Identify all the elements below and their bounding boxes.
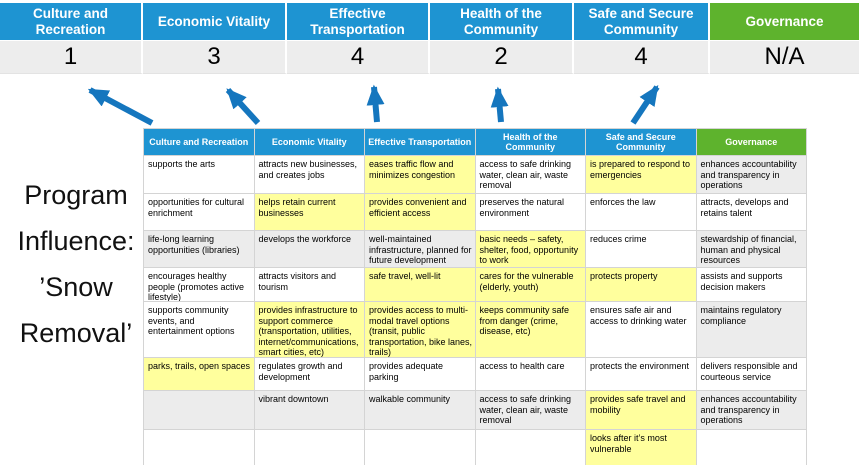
matrix-header-1: Culture and Recreation: [144, 129, 254, 155]
score-governance: N/A: [710, 41, 859, 74]
matrix-cell-r6-c5: protects the environment: [586, 358, 696, 390]
matrix-cell-r6-c1: parks, trails, open spaces: [144, 358, 254, 390]
matrix-cell-r1-c3: eases traffic flow and minimizes congestion: [365, 156, 475, 193]
up-arrow-icon-3: [374, 87, 377, 122]
matrix-header-5: Safe and Secure Community: [586, 129, 696, 155]
matrix-cell-r5-c4: keeps community safe from danger (crime, disease, etc): [476, 302, 586, 357]
matrix-cell-r6-c4: access to health care: [476, 358, 586, 390]
matrix-cell-r1-c5: is prepared to respond to emergencies: [586, 156, 696, 193]
matrix-cell-r6-c3: provides adequate parking: [365, 358, 475, 390]
matrix-cell-r2-c2: helps retain current businesses: [255, 194, 365, 230]
matrix-cell-r2-c5: enforces the law: [586, 194, 696, 230]
matrix-cell-r4-c2: attracts visitors and tourism: [255, 268, 365, 301]
matrix-cell-r7-c3: walkable community: [365, 391, 475, 429]
score-effective-transportation: 4: [287, 41, 430, 74]
matrix-cell-r2-c1: opportunities for cultural enrichment: [144, 194, 254, 230]
matrix-cell-r3-c5: reduces crime: [586, 231, 696, 267]
matrix-cell-r7-c1: [144, 391, 254, 429]
priority-header-row: [0, 3, 859, 40]
priority-header-economic-vitality: Economic Vitality: [143, 3, 287, 40]
up-arrow-icon-1: [90, 90, 152, 123]
matrix-header-2: Economic Vitality: [255, 129, 365, 155]
matrix-cell-r4-c3: safe travel, well-lit: [365, 268, 475, 301]
matrix-cell-r3-c3: well-maintained infrastructure, planned for future development: [365, 231, 475, 267]
score-safe-and-secure-community: 4: [574, 41, 710, 74]
matrix-header-6: Governance: [697, 129, 807, 155]
program-label-line-4: Removal’: [19, 318, 133, 348]
matrix-cell-r1-c4: access to safe drinking water, clean air, waste removal: [476, 156, 586, 193]
matrix-cell-r3-c2: develops the workforce: [255, 231, 365, 267]
priority-header-health-of-the-community: Health of the Community: [430, 3, 574, 40]
matrix-cell-r4-c6: assists and supports decision makers: [697, 268, 807, 301]
matrix-cell-r2-c4: preserves the natural environment: [476, 194, 586, 230]
score-economic-vitality: 3: [143, 41, 287, 74]
program-label-line-3: ’Snow: [39, 272, 113, 302]
up-arrow-icon-5: [633, 87, 657, 123]
matrix-cell-r8-c3: [365, 430, 475, 465]
score-health-of-the-community: 2: [430, 41, 574, 74]
matrix-cell-r1-c1: supports the arts: [144, 156, 254, 193]
matrix-cell-r1-c6: enhances accountability and transparency in operations: [697, 156, 807, 193]
matrix-cell-r4-c4: cares for the vulnerable (elderly, youth): [476, 268, 586, 301]
priority-header-effective-transportation: Effective Transportation: [287, 3, 430, 40]
matrix-cell-r7-c6: enhances accountability and transparency in operations: [697, 391, 807, 429]
matrix-cell-r3-c1: life-long learning opportunities (libraries): [144, 231, 254, 267]
priority-summary-table: [0, 3, 859, 74]
priority-score-row: [0, 40, 859, 74]
matrix-cell-r1-c2: attracts new businesses, and creates jobs: [255, 156, 365, 193]
matrix-cell-r4-c1: encourages healthy people (promotes active lifestyle): [144, 268, 254, 301]
matrix-cell-r8-c1: [144, 430, 254, 465]
matrix-cell-r5-c2: provides infrastructure to support commerce (transportation, utilities, internet/communications, smart cities, etc): [255, 302, 365, 357]
matrix-cell-r8-c5: looks after it’s most vulnerable: [586, 430, 696, 465]
matrix-cell-r8-c6: [697, 430, 807, 465]
program-influence-label: [0, 172, 152, 356]
up-arrow-icon-4: [498, 89, 501, 122]
matrix-cell-r2-c6: attracts, develops and retains talent: [697, 194, 807, 230]
matrix-cell-r6-c6: delivers responsible and courteous service: [697, 358, 807, 390]
matrix-cell-r7-c2: vibrant downtown: [255, 391, 365, 429]
matrix-cell-r6-c2: regulates growth and development: [255, 358, 365, 390]
matrix-cell-r5-c3: provides access to multi-modal travel options (transit, public transportation, bike lanes, trails): [365, 302, 475, 357]
matrix-cell-r5-c5: ensures safe air and access to drinking water: [586, 302, 696, 357]
priority-header-culture-and-recreation: Culture and Recreation: [0, 3, 143, 40]
priority-header-governance: Governance: [710, 3, 859, 40]
program-label-line-2: Influence:: [17, 226, 135, 256]
matrix-cell-r2-c3: provides convenient and efficient access: [365, 194, 475, 230]
matrix-cell-r5-c1: supports community events, and entertainment options: [144, 302, 254, 357]
matrix-header-3: Effective Transportation: [365, 129, 475, 155]
matrix-header-4: Health of the Community: [476, 129, 586, 155]
matrix-cell-r8-c4: [476, 430, 586, 465]
program-label-line-1: Program: [24, 180, 128, 210]
matrix-cell-r7-c4: access to safe drinking water, clean air, waste removal: [476, 391, 586, 429]
up-arrow-icon-2: [228, 90, 258, 123]
priority-header-safe-and-secure-community: Safe and Secure Community: [574, 3, 710, 40]
influence-arrows: [0, 72, 859, 129]
matrix-cell-r3-c4: basic needs – safety, shelter, food, opportunity to work: [476, 231, 586, 267]
matrix-cell-r4-c5: protects property: [586, 268, 696, 301]
matrix-cell-r8-c2: [255, 430, 365, 465]
influence-matrix: [143, 128, 807, 465]
matrix-cell-r5-c6: maintains regulatory compliance: [697, 302, 807, 357]
matrix-cell-r7-c5: provides safe travel and mobility: [586, 391, 696, 429]
score-culture-and-recreation: 1: [0, 41, 143, 74]
matrix-cell-r3-c6: stewardship of financial, human and physical resources: [697, 231, 807, 267]
